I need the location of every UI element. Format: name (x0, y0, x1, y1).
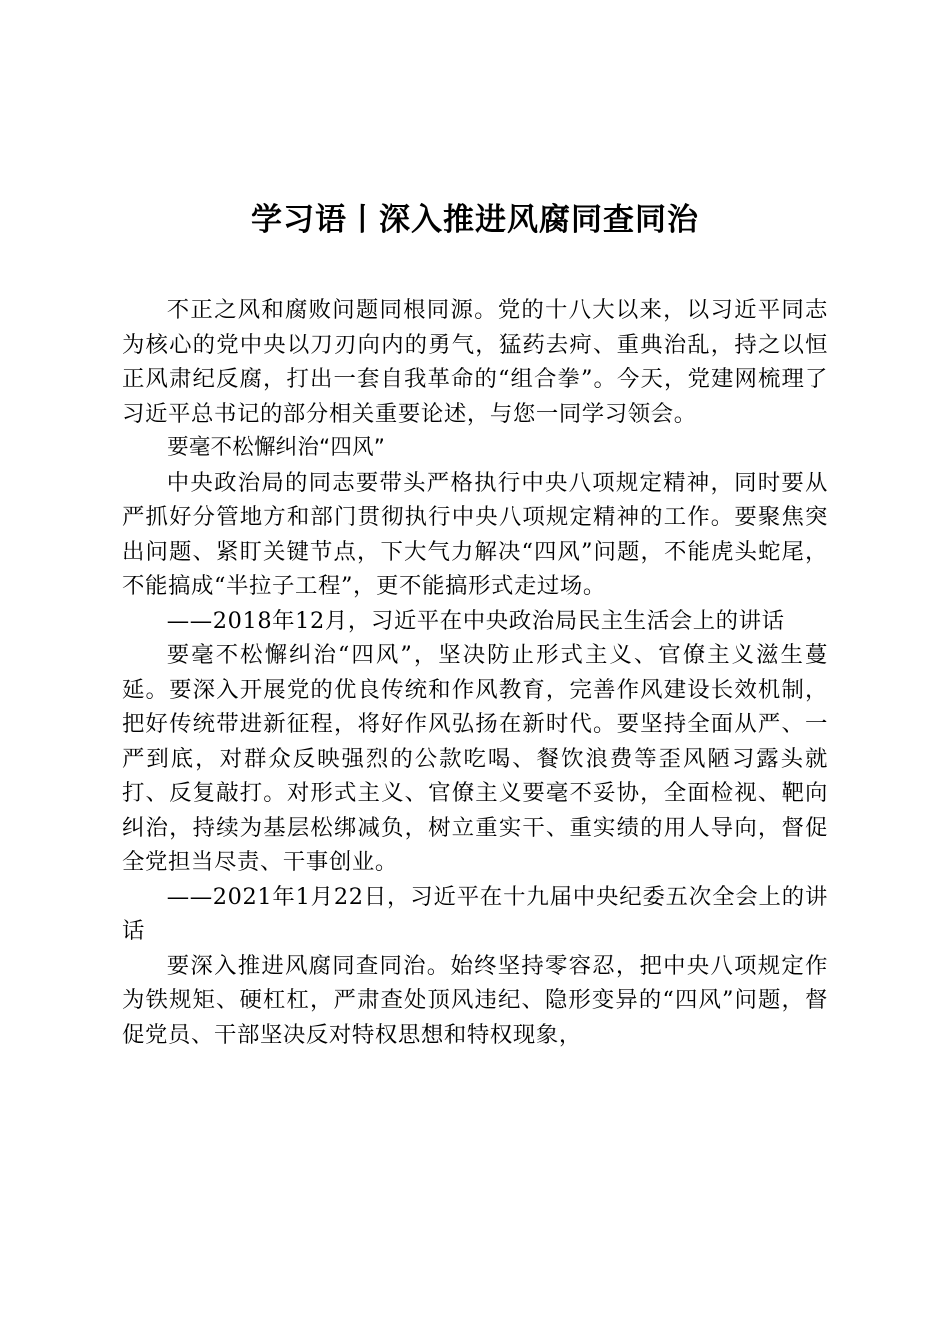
section-heading: 要毫不松懈纠治“四风” (167, 435, 386, 460)
quote-paragraph-2: 要毫不松懈纠治“四风”，坚决防止形式主义、官僚主义滋生蔓延。要深入开展党的优良传统和作风教育，完善作风建设长效机制，把好传统带进新征程，将好作风弘扬在新时代。要坚持全面从严、一严到底，对群众反映强烈的公款吃喝、餐饮浪费等歪风陋习露头就打、反复敲打。对形式主义、官僚主义要毫不妥协，全面检视、靶向纠治，持续为基层松绑减负，树立重实干、重实绩的用人导向，督促全党担当尽责、干事创业。 (122, 642, 828, 875)
document-title: 学习语丨深入推进风腐同查同治 (251, 202, 699, 238)
document-body (122, 293, 828, 1052)
quote-source-1: ——2018年12月，习近平在中央政治局民主生活会上的讲话 (166, 607, 785, 634)
intro-paragraph: 不正之风和腐败问题同根同源。党的十八大以来，以习近平同志为核心的党中央以刀刃向内的勇气，猛药去疴、重典治乱，持之以恒正风肃纪反腐，打出一套自我革命的“组合拳”。今天，党建网梳理了习近平总书记的部分相关重要论述，与您一同学习领会。 (122, 297, 828, 427)
quote-paragraph-1: 中央政治局的同志要带头严格执行中央八项规定精神，同时要从严抓好分管地方和部门贯彻执行中央八项规定精神的工作。要聚焦突出问题、紧盯关键节点，下大气力解决“四风”问题，不能虎头蛇尾，不能搞成“半拉子工程”，更不能搞形式走过场。 (122, 469, 828, 599)
quote-paragraph-3: 要深入推进风腐同查同治。始终坚持零容忍，把中央八项规定作为铁规矩、硬杠杠，严肃查处顶风违纪、隐形变异的“四风”问题，督促党员、干部坚决反对特权思想和特权现象， (122, 952, 828, 1048)
quote-source-2: ——2021年1月22日，习近平在十九届中央纪委五次全会上的讲话 (122, 883, 828, 944)
